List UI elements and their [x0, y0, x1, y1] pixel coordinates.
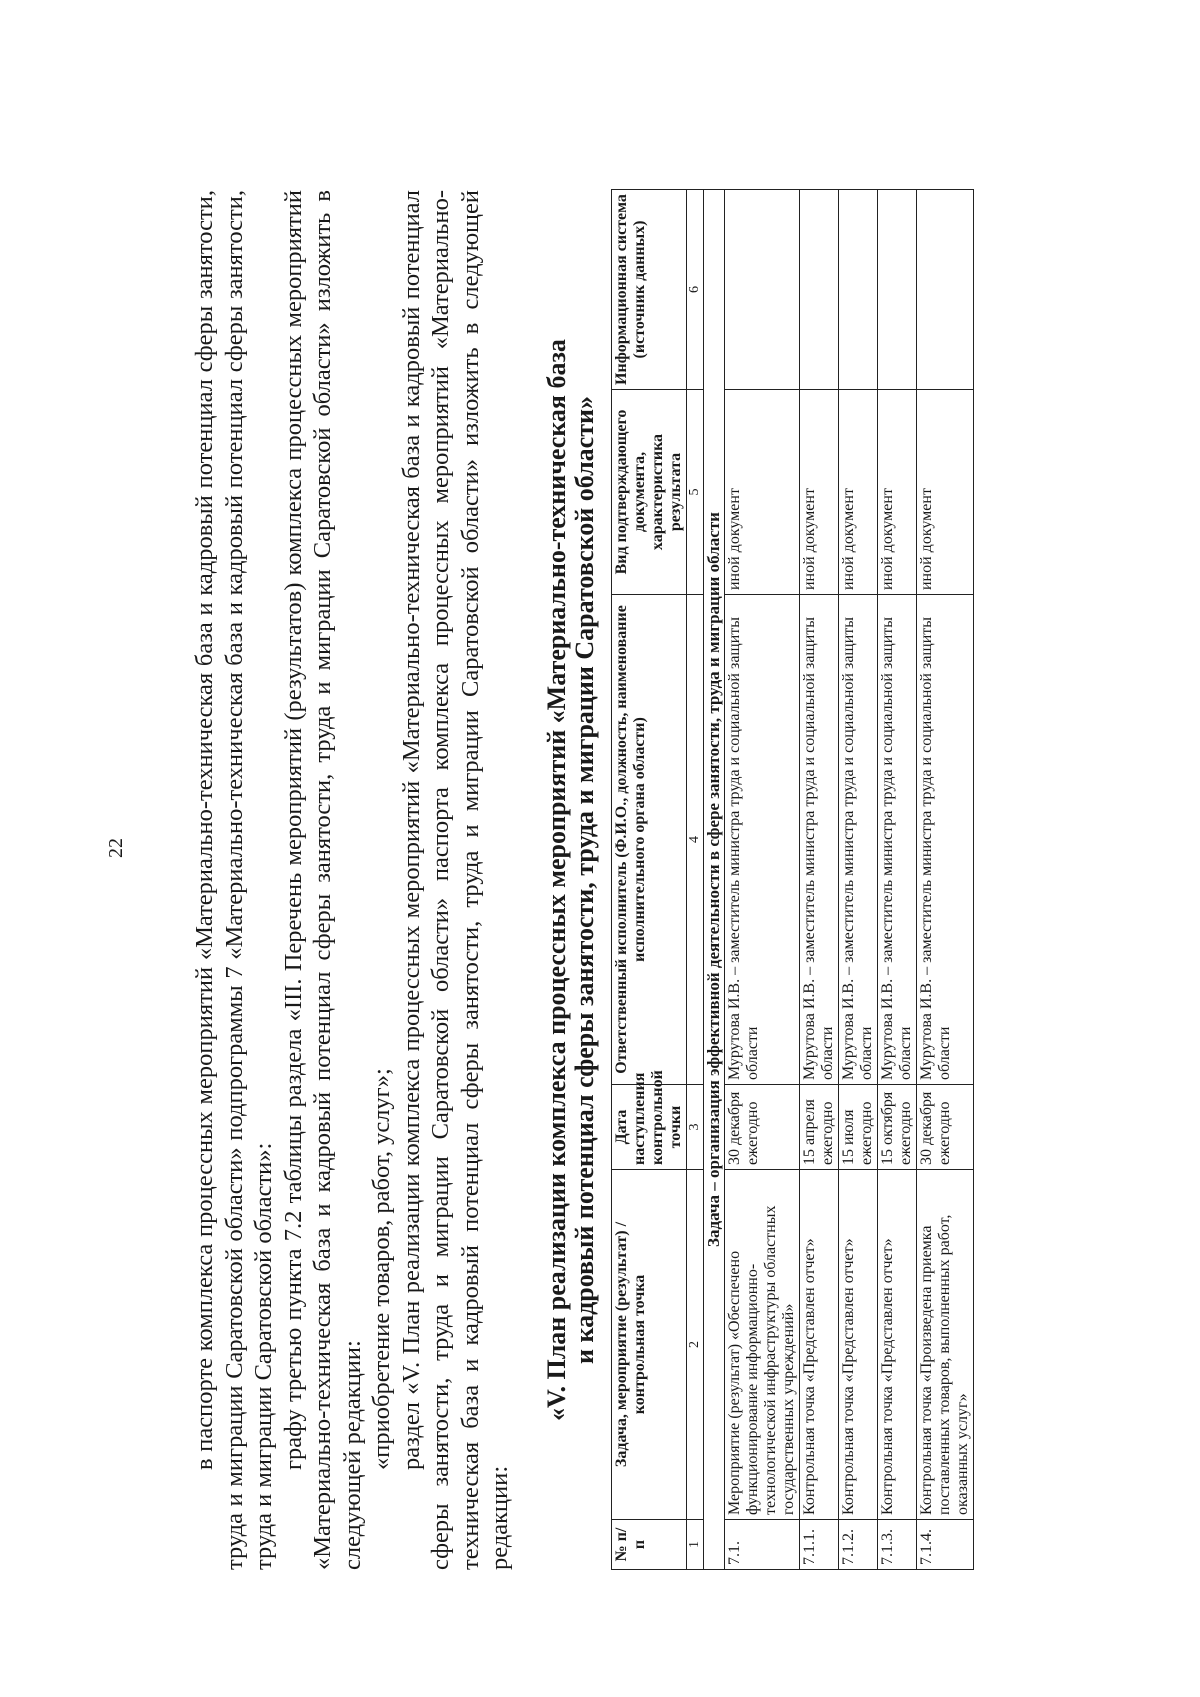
header-number: № п/п [611, 1520, 686, 1570]
row-date: 15 июля ежегодно [838, 1085, 877, 1170]
row-number: 7.1.2. [838, 1520, 877, 1570]
column-number-row [686, 190, 703, 1570]
table-row [838, 190, 877, 1570]
rotated-page-content [190, 190, 1190, 1570]
row-document: иной документ [799, 390, 838, 595]
row-executor: Мурутова И.В. – заместитель министра труда и социальной защиты области [799, 595, 838, 1085]
header-document: Вид подтверждающего документа, характеристика результата [611, 390, 686, 595]
section-title-line-2: и кадровый потенциал сферы занятости, труда и миграции Саратовской области» [569, 396, 599, 1364]
column-number: 4 [686, 595, 703, 1085]
row-executor: Мурутова И.В. – заместитель министра труда и социальной защиты области [724, 595, 799, 1085]
table-row [916, 190, 973, 1570]
table-row [724, 190, 799, 1570]
row-system [916, 190, 973, 390]
table-row [877, 190, 916, 1570]
page-number: 22 [105, 838, 127, 858]
row-name: Контрольная точка «Произведена приемка поставленных товаров, выполненных работ, оказанных услуг» [916, 1170, 973, 1520]
paragraph-column-three: графу третью пункта 7.2 таблицы раздела «III. Перечень мероприятий (результатов) комплекса процессных мероприятий «Материально-техническая база и кадровый потенциал сферы занятости, труда и миграции Саратовской области» изложить в следующей редакции: [279, 190, 366, 1570]
header-system: Информационная система (источник данных) [611, 190, 686, 390]
paragraph-passport: в паспорте комплекса процессных мероприятий «Материально-техническая база и кадровый потенциал сферы занятости, труда и миграции Саратовской области» подпрограммы 7 «Материально-техническая база и кадровый потенциал сферы занятости, труда и миграции Саратовской области»: [191, 190, 277, 1570]
row-number: 7.1.4. [916, 1520, 973, 1570]
column-number: 3 [686, 1085, 703, 1170]
row-date: 15 апреля ежегодно [799, 1085, 838, 1170]
plan-table [611, 189, 974, 1570]
column-number: 2 [686, 1170, 703, 1520]
header-executor: Ответственный исполнитель (Ф.И.О., должность, наименование исполнительного органа области) [611, 595, 686, 1085]
column-number: 1 [686, 1520, 703, 1570]
table-row [799, 190, 838, 1570]
section-title [543, 190, 599, 1570]
row-executor: Мурутова И.В. – заместитель министра труда и социальной защиты области [838, 595, 877, 1085]
column-number: 6 [686, 190, 703, 390]
row-date: 30 декабря ежегодно [724, 1085, 799, 1170]
row-system [724, 190, 799, 390]
task-row [703, 190, 724, 1570]
paragraph-section-v: раздел «V. План реализации комплекса процессных мероприятий «Материально-техническая база и кадровый потенциал сферы занятости, труда и миграции Саратовской области» паспорта комплекса процессных мероприятий «Материально-техническая база и кадровый потенциал сферы занятости, труда и миграции Саратовской области» изложить в следующей редакции: [397, 190, 513, 1570]
row-document: иной документ [877, 390, 916, 595]
row-document: иной документ [838, 390, 877, 595]
row-name: Контрольная точка «Представлен отчет» [877, 1170, 916, 1520]
paragraph-quote: «приобретение товаров, работ, услуг»; [368, 1068, 395, 1470]
table-header-row [611, 190, 686, 1570]
row-system [838, 190, 877, 390]
row-date: 15 октября ежегодно [877, 1085, 916, 1170]
row-number: 7.1.3. [877, 1520, 916, 1570]
row-executor: Мурутова И.В. – заместитель министра труда и социальной защиты области [877, 595, 916, 1085]
header-task: Задача, мероприятие (результат) / контрольная точка [611, 1170, 686, 1520]
row-system [877, 190, 916, 390]
row-number: 7.1.1. [799, 1520, 838, 1570]
row-document: иной документ [724, 390, 799, 595]
row-executor: Мурутова И.В. – заместитель министра труда и социальной защиты области [916, 595, 973, 1085]
row-name: Контрольная точка «Представлен отчет» [838, 1170, 877, 1520]
row-system [799, 190, 838, 390]
row-name: Контрольная точка «Представлен отчет» [799, 1170, 838, 1520]
row-number: 7.1. [724, 1520, 799, 1570]
row-name: Мероприятие (результат) «Обеспечено функционирование информационно-технологической инфраструктуры областных государственных учреждений» [724, 1170, 799, 1520]
task-cell: Задача – организация эффективной деятельности в сфере занятости, труда и миграции области [703, 190, 724, 1570]
section-title-line-1: «V. План реализации комплекса процессных мероприятий «Материально-техническая база [541, 339, 571, 1421]
row-date: 30 декабря ежегодно [916, 1085, 973, 1170]
header-date: Дата наступления контрольной точки [611, 1085, 686, 1170]
row-document: иной документ [916, 390, 973, 595]
column-number: 5 [686, 390, 703, 595]
